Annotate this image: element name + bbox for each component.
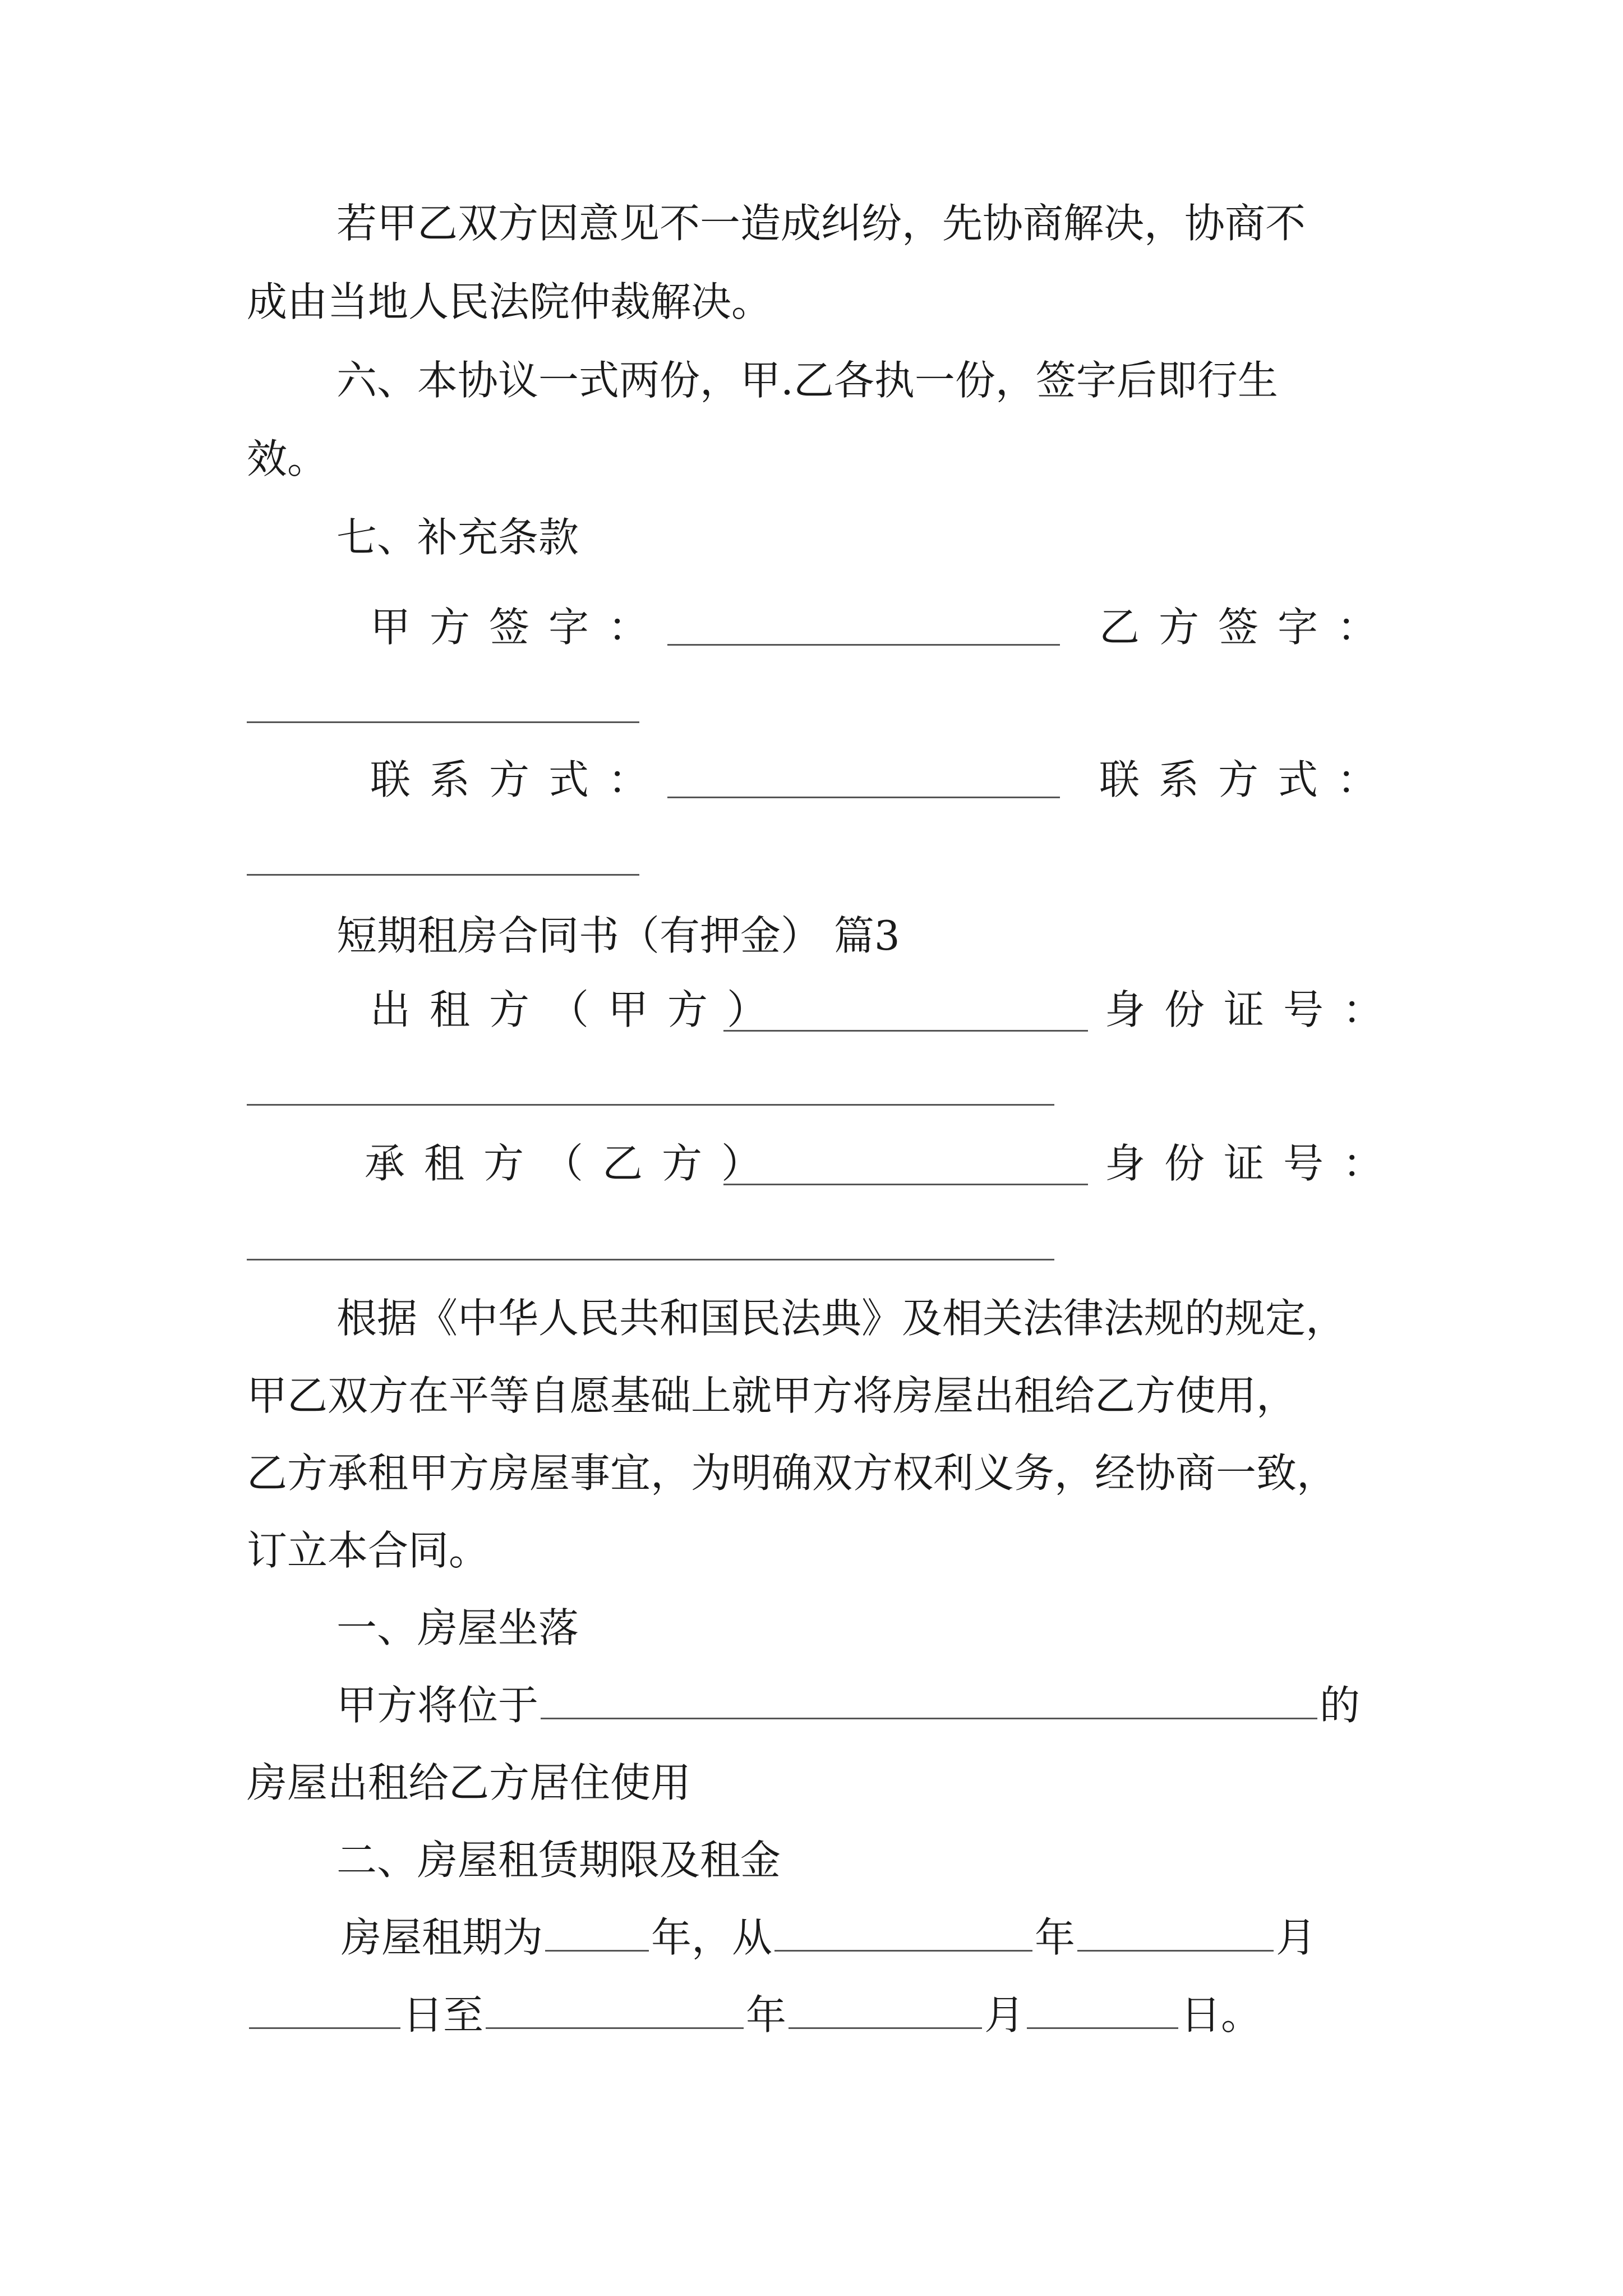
location-suffix: 的 [1320,1682,1361,1729]
party-b-contact-field[interactable] [247,874,639,876]
lessee-label: 承租方（乙方） [365,1140,781,1187]
party-b-signature-field[interactable] [247,721,639,723]
end-month-field[interactable] [789,1988,982,2029]
location-line1 [336,1677,1360,1733]
lease-term-prefix: 房屋租期为 [341,1914,543,1961]
start-day-field[interactable] [249,1988,400,2029]
lease-term-year-from: 年，从 [651,1914,773,1961]
party-b-signature-label: 乙方签字： [1099,604,1397,651]
lessee-id-label: 身份证号： [1105,1140,1403,1187]
preamble-line2: 甲乙双方在平等自愿基础上就甲方将房屋出租给乙方使用， [247,1372,1297,1419]
lease-years-field[interactable] [545,1911,649,1952]
copies-clause-line2: 效。 [247,435,328,482]
lessor-name-field[interactable] [723,1030,1088,1032]
lessee-name-field[interactable] [723,1184,1088,1185]
end-year-label: 年 [746,1991,787,2039]
location-line2: 房屋出租给乙方居住使用 [247,1759,691,1806]
supplementary-clause-heading: 七、补充条款 [336,514,579,561]
dispute-clause-line2: 成由当地人民法院仲裁解决。 [247,278,772,325]
lessor-label: 出租方（甲方） [370,986,787,1033]
party-b-contact-label: 联系方式： [1099,756,1397,803]
end-day-label: 日。 [1181,1991,1262,2039]
heading-lease-term-rent: 二、房屋租赁期限及租金 [336,1837,781,1884]
heading-house-location: 一、房屋坐落 [336,1604,579,1651]
section-title: 短期租房合同书（有押金） 篇3 [336,912,900,959]
start-year-field[interactable] [774,1911,1032,1952]
preamble-line3: 乙方承租甲方房屋事宜，为明确双方权利义务，经协商一致， [247,1450,1338,1497]
lessor-id-field[interactable] [247,1104,1054,1106]
lease-term-line1 [341,1910,1316,1966]
start-month-label: 月 [1276,1914,1317,1961]
lessee-id-field[interactable] [247,1259,1054,1260]
lease-term-line2 [247,1987,1261,2043]
preamble-line1: 根据《中华人民共和国民法典》及相关法律法规的规定， [336,1295,1347,1342]
copies-clause-line1: 六、本协议一式两份，甲.乙各执一份，签字后即行生 [336,357,1278,404]
end-year-field[interactable] [486,1988,744,2029]
party-a-contact-field[interactable] [667,797,1060,798]
preamble-line4: 订立本合同。 [247,1527,490,1574]
lessor-id-label: 身份证号： [1105,986,1403,1033]
end-day-field[interactable] [1027,1988,1178,2029]
start-year-label: 年 [1035,1914,1076,1961]
party-a-signature-field[interactable] [667,644,1060,646]
end-month-label: 月 [984,1991,1025,2039]
dispute-clause-line1: 若甲乙双方因意见不一造成纠纷，先协商解决，协商不 [336,200,1306,247]
location-prefix: 甲方将位于 [336,1682,539,1729]
party-a-contact-label: 联系方式： [370,756,668,803]
location-address-field[interactable] [541,1678,1317,1719]
start-month-field[interactable] [1077,1911,1274,1952]
start-day-to-label: 日至 [403,1991,484,2039]
party-a-signature-label: 甲方签字： [370,604,668,651]
